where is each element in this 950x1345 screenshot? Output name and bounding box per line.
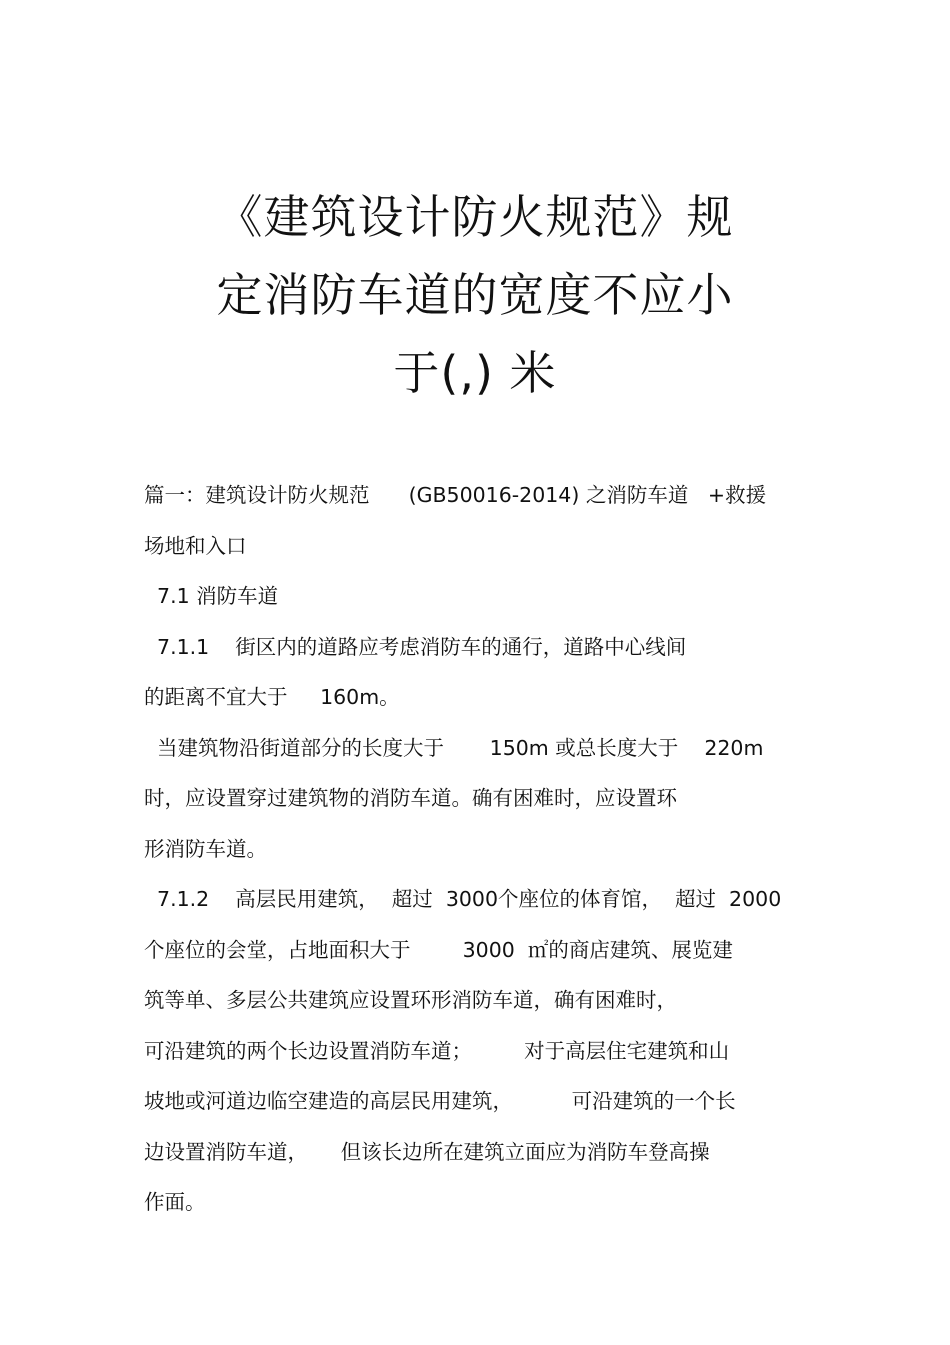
clause-7-1-1-line-5: 形消防车道。 [144,836,267,861]
clause-7-1-2-line-2: 个座位的会堂，占地面积大于 3000 ㎡的商店建筑、展览建 [144,937,733,962]
body-line-1: 篇一：建筑设计防火规范 (GB50016-2014) 之消防车道 +救援 [144,483,767,507]
clause-7-1-1-line-3: 当建筑物沿街道部分的长度大于 150m 或总长度大于 220m [144,735,764,760]
clause-7-1-1-line-1: 7.1.1 街区内的道路应考虑消防车的通行，道路中心线间 [144,634,687,659]
clause-7-1-2-line-4: 可沿建筑的两个长边设置消防车道； 对于高层住宅建筑和山 [144,1038,730,1063]
document-body [144,480,824,1238]
clause-7-1-1-line-4: 时，应设置穿过建筑物的消防车道。确有困难时，应设置环 [144,786,677,810]
document-title [120,178,830,412]
clause-7-1-2-line-1: 7.1.2 高层民用建筑， 超过 3000个座位的体育馆， 超过 2000 [144,887,782,911]
clause-7-1-2-line-5: 坡地或河道边临空建造的高层民用建筑， 可沿建筑的一个长 [144,1089,736,1113]
body-line-2: 场地和入口 [144,533,247,558]
clause-7-1-1-line-2: 的距离不宜大于 160m。 [144,685,400,709]
clause-7-1-2-line-3: 筑等单、多层公共建筑应设置环形消防车道，确有困难时， [144,988,677,1012]
clause-7-1-2-line-6: 边设置消防车道， 但该长边所在建筑立面应为消防车登高操 [144,1139,710,1164]
clause-7-1-2-line-7: 作面。 [144,1190,206,1214]
title-line-2: 定消防车道的宽度不应小 [216,268,734,322]
title-line-1: 《建筑设计防火规范》规 [216,190,734,244]
title-line-3: 于(,) 米 [393,346,557,400]
section-heading-7-1: 7.1 消防车道 [144,584,279,608]
